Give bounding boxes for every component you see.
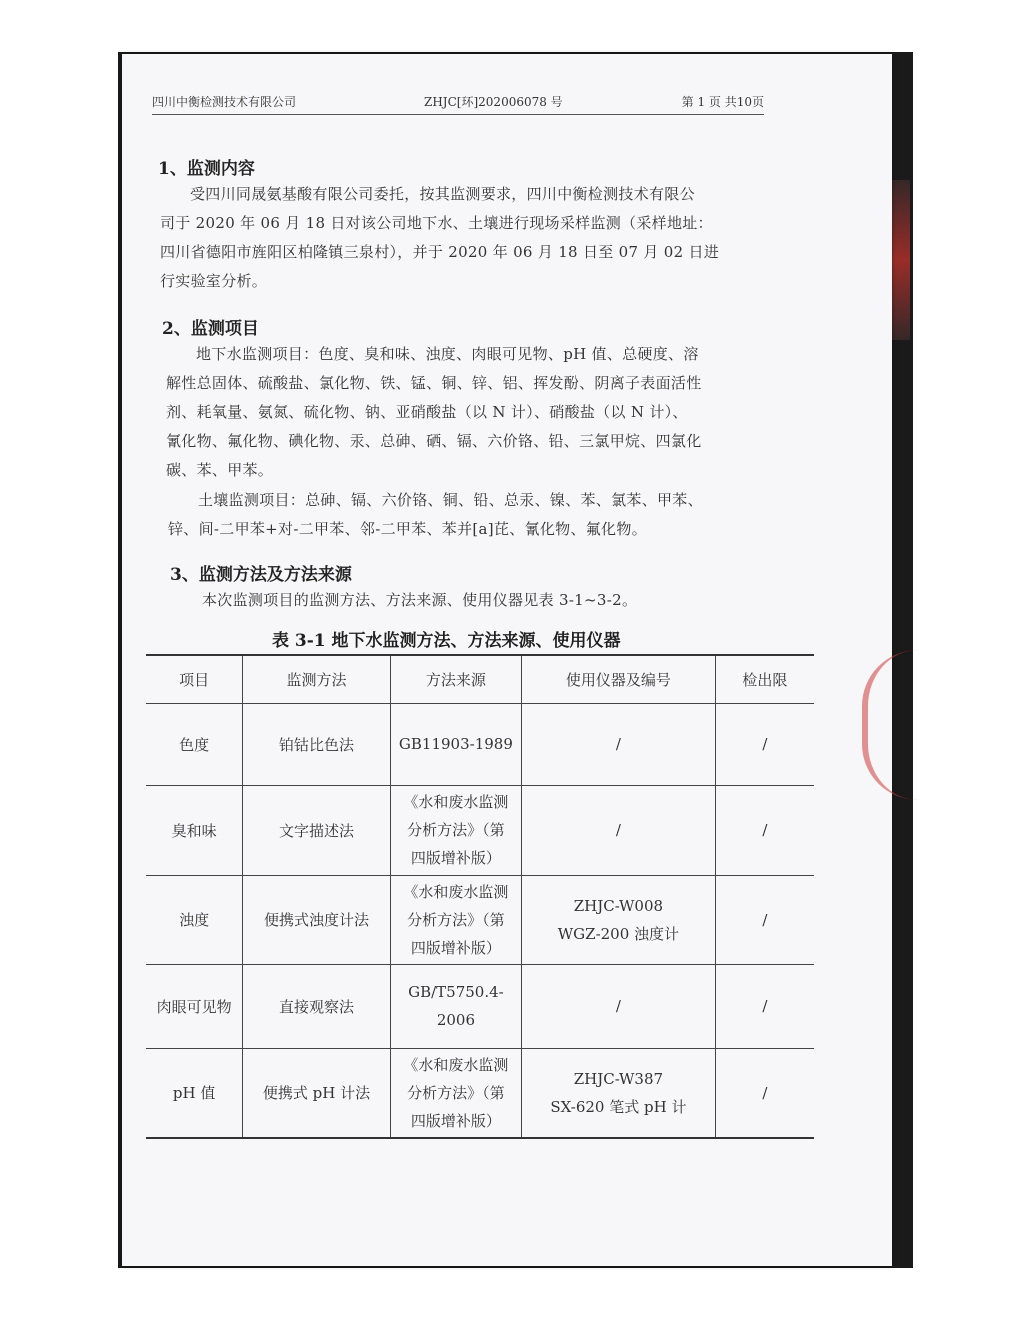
table-header-row: [146, 655, 814, 703]
header-page-info: 第 1 页 共10页: [681, 95, 764, 109]
cell-limit: /: [715, 703, 814, 785]
cell-source: [390, 1048, 521, 1138]
soil-line: 土壤监测项目：总砷、镉、六价铬、铜、铅、总汞、镍、苯、氯苯、甲苯、: [198, 491, 703, 509]
soil-line: 锌、间-二甲苯+对-二甲苯、邻-二甲苯、苯并[a]芘、氰化物、氟化物。: [168, 520, 647, 538]
groundwater-line: 解性总固体、硫酸盐、氯化物、铁、锰、铜、锌、铝、挥发酚、阴离子表面活性: [166, 374, 702, 392]
cell-instrument: [522, 785, 716, 875]
cell-instrument: [522, 964, 716, 1048]
section1-paragraph: [160, 180, 770, 296]
section3-paragraph: [172, 586, 782, 615]
header-report-code: ZHJC[环]202006078 号: [424, 95, 563, 109]
instrument-line: ZHJC-W387: [573, 1069, 664, 1088]
source-line: 分析方法》（第: [407, 910, 505, 929]
cell-item: 肉眼可见物: [146, 964, 243, 1048]
source-line: 分析方法》（第: [407, 821, 505, 839]
cell-instrument: [522, 875, 716, 964]
table-row: [146, 703, 814, 785]
table-row: [146, 785, 814, 875]
header-limit: 检出限: [715, 655, 814, 703]
source-line: 分析方法》（第: [407, 1083, 505, 1102]
page-header: [152, 90, 764, 115]
table-row: [146, 875, 814, 964]
section1-line: 四川省德阳市旌阳区柏隆镇三泉村），并于 2020 年 06 月 18 日至 07 月 02 日进: [160, 243, 720, 261]
source-line: 四版增补版）: [410, 938, 501, 957]
instrument-line: WGZ-200 浊度计: [557, 924, 680, 943]
source-line: 四版增补版）: [410, 849, 501, 867]
cell-item: pH 值: [146, 1048, 243, 1138]
cell-instrument: [522, 1048, 716, 1138]
source-line: 《水和废水监测: [403, 1055, 509, 1074]
table-row: [146, 964, 814, 1048]
cell-item: 浊度: [146, 875, 243, 964]
groundwater-line: 碳、苯、甲苯。: [166, 461, 274, 479]
header-source: 方法来源: [390, 655, 521, 703]
source-line: 《水和废水监测: [403, 882, 509, 901]
cell-source: [390, 703, 521, 785]
cell-limit: /: [715, 875, 814, 964]
cell-source: [390, 785, 521, 875]
cell-instrument: [522, 703, 716, 785]
table-title: 表 3-1 地下水监测方法、方法来源、使用仪器: [272, 631, 621, 651]
cell-limit: /: [715, 964, 814, 1048]
instrument-line: /: [615, 997, 621, 1015]
soil-items-paragraph: [168, 486, 780, 544]
header-company: 四川中衡检测技术有限公司: [152, 95, 297, 109]
header-method: 监测方法: [243, 655, 390, 703]
source-line: 《水和废水监测: [403, 793, 509, 811]
section1-line: 司于 2020 年 06 月 18 日对该公司地下水、土壤进行现场采样监测（采样地址：: [160, 214, 713, 232]
source-line: 四版增补版）: [410, 1111, 501, 1130]
cell-method: 便携式 pH 计法: [243, 1048, 390, 1138]
source-line: GB11903-1989: [398, 735, 513, 753]
cell-source: [390, 875, 521, 964]
groundwater-line: 剂、耗氧量、氨氮、硫化物、钠、亚硝酸盐（以 N 计）、硝酸盐（以 N 计）、: [166, 403, 688, 421]
instrument-line: ZHJC-W008: [573, 896, 664, 915]
cell-item: 色度: [146, 703, 243, 785]
cell-method: 便携式浊度计法: [243, 875, 390, 964]
header-instrument: 使用仪器及编号: [522, 655, 716, 703]
cell-method: 铂钴比色法: [243, 703, 390, 785]
source-line: GB/T5750.4-2006: [408, 983, 504, 1029]
cell-limit: /: [715, 785, 814, 875]
section3-text: 本次监测项目的监测方法、方法来源、使用仪器见表 3-1~3-2。: [202, 591, 638, 609]
groundwater-methods-table: [146, 654, 814, 1139]
section1-line: 行实验室分析。: [160, 272, 268, 290]
cell-limit: /: [715, 1048, 814, 1138]
groundwater-line: 氰化物、氟化物、碘化物、汞、总砷、硒、镉、六价铬、铅、三氯甲烷、四氯化: [166, 432, 702, 450]
document-page: [122, 54, 892, 1266]
instrument-line: SX-620 笔式 pH 计: [550, 1097, 687, 1116]
groundwater-line: 地下水监测项目：色度、臭和味、浊度、肉眼可见物、pH 值、总硬度、溶: [196, 345, 699, 363]
cell-method: 直接观察法: [243, 964, 390, 1048]
cell-source: [390, 964, 521, 1048]
header-item: 项目: [146, 655, 243, 703]
instrument-line: /: [615, 735, 621, 753]
background-red-object: [892, 180, 910, 340]
section1-title: 1、监测内容: [158, 159, 255, 179]
instrument-line: /: [615, 821, 621, 839]
table-row: [146, 1048, 814, 1138]
groundwater-items-paragraph: [166, 340, 778, 485]
section3-title: 3、监测方法及方法来源: [170, 565, 352, 585]
cell-item: 臭和味: [146, 785, 243, 875]
cell-method: 文字描述法: [243, 785, 390, 875]
section1-line: 受四川同晟氨基酸有限公司委托，按其监测要求，四川中衡检测技术有限公: [190, 185, 695, 203]
section2-title: 2、监测项目: [162, 319, 259, 339]
